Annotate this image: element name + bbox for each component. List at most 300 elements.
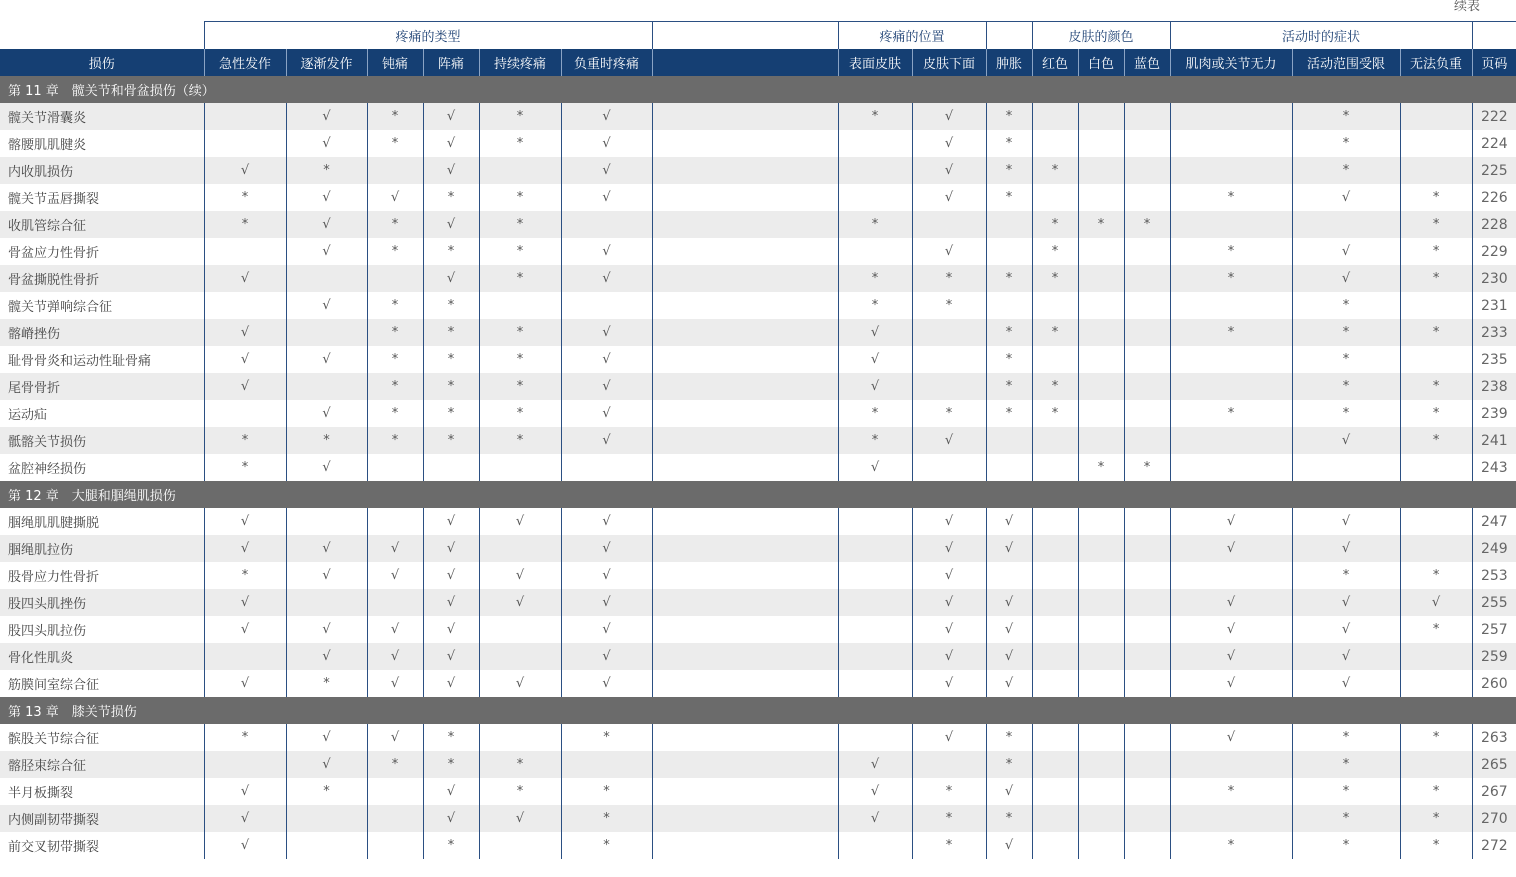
table-row xyxy=(0,319,1516,346)
column-header: 持续疼痛 xyxy=(479,49,561,76)
check-mark-cell: √ xyxy=(286,292,367,319)
star-mark-cell: * xyxy=(1032,211,1078,238)
star-mark-cell: * xyxy=(479,346,561,373)
empty-cell xyxy=(1124,346,1170,373)
empty-cell xyxy=(1078,832,1124,859)
table-row xyxy=(0,562,1516,589)
star-mark-cell: * xyxy=(423,184,479,211)
injury-name: 髂嵴挫伤 xyxy=(0,319,204,346)
empty-cell xyxy=(1124,373,1170,400)
check-mark-cell: √ xyxy=(912,670,986,697)
empty-cell xyxy=(652,103,838,130)
empty-cell xyxy=(986,562,1032,589)
empty-cell xyxy=(1400,670,1472,697)
page-number: 255 xyxy=(1472,589,1516,616)
star-mark-cell: * xyxy=(479,778,561,805)
check-mark-cell: √ xyxy=(286,103,367,130)
star-mark-cell: * xyxy=(1292,805,1400,832)
table-row xyxy=(0,805,1516,832)
check-mark-cell: √ xyxy=(561,130,652,157)
star-mark-cell: * xyxy=(1292,562,1400,589)
empty-cell xyxy=(652,778,838,805)
chapter-row xyxy=(0,481,1516,508)
star-mark-cell: * xyxy=(1400,778,1472,805)
injury-name: 股四头肌拉伤 xyxy=(0,616,204,643)
star-mark-cell: * xyxy=(1170,184,1292,211)
empty-cell xyxy=(1124,400,1170,427)
empty-cell xyxy=(1032,778,1078,805)
star-mark-cell: * xyxy=(1032,319,1078,346)
check-mark-cell: √ xyxy=(838,454,912,481)
injury-name: 耻骨骨炎和运动性耻骨痛 xyxy=(0,346,204,373)
check-mark-cell: √ xyxy=(561,508,652,535)
injury-name: 前交叉韧带撕裂 xyxy=(0,832,204,859)
check-mark-cell: √ xyxy=(986,616,1032,643)
star-mark-cell: * xyxy=(1400,211,1472,238)
check-mark-cell: √ xyxy=(1170,643,1292,670)
star-mark-cell: * xyxy=(986,373,1032,400)
star-mark-cell: * xyxy=(479,400,561,427)
check-mark-cell: √ xyxy=(204,778,286,805)
empty-cell xyxy=(1032,184,1078,211)
check-mark-cell: √ xyxy=(986,832,1032,859)
star-mark-cell: * xyxy=(1400,373,1472,400)
check-mark-cell: √ xyxy=(1170,670,1292,697)
check-mark-cell: √ xyxy=(912,184,986,211)
empty-cell xyxy=(1400,292,1472,319)
empty-cell xyxy=(912,751,986,778)
empty-cell xyxy=(652,724,838,751)
check-mark-cell: √ xyxy=(912,427,986,454)
table-row xyxy=(0,400,1516,427)
injury-name: 盆腔神经损伤 xyxy=(0,454,204,481)
check-mark-cell: √ xyxy=(204,535,286,562)
star-mark-cell: * xyxy=(1400,427,1472,454)
table-row xyxy=(0,427,1516,454)
empty-cell xyxy=(367,508,423,535)
empty-cell xyxy=(652,265,838,292)
empty-cell xyxy=(1078,400,1124,427)
star-mark-cell: * xyxy=(479,319,561,346)
check-mark-cell: √ xyxy=(986,508,1032,535)
empty-cell xyxy=(1032,751,1078,778)
check-mark-cell: √ xyxy=(561,535,652,562)
empty-cell xyxy=(286,319,367,346)
chapter-title: 第 12 章 大腿和腘绳肌损伤 xyxy=(0,481,1516,508)
check-mark-cell: √ xyxy=(286,751,367,778)
check-mark-cell: √ xyxy=(286,454,367,481)
star-mark-cell: * xyxy=(986,265,1032,292)
empty-cell xyxy=(479,535,561,562)
empty-cell xyxy=(838,670,912,697)
star-mark-cell: * xyxy=(986,805,1032,832)
star-mark-cell: * xyxy=(479,427,561,454)
star-mark-cell: * xyxy=(1400,400,1472,427)
table-row xyxy=(0,130,1516,157)
star-mark-cell: * xyxy=(1032,157,1078,184)
empty-cell xyxy=(479,724,561,751)
star-mark-cell: * xyxy=(423,724,479,751)
star-mark-cell: * xyxy=(204,562,286,589)
check-mark-cell: √ xyxy=(912,724,986,751)
empty-cell xyxy=(286,832,367,859)
star-mark-cell: * xyxy=(423,400,479,427)
check-mark-cell: √ xyxy=(838,778,912,805)
table-row xyxy=(0,535,1516,562)
check-mark-cell: √ xyxy=(367,724,423,751)
table-row xyxy=(0,832,1516,859)
chapter-row xyxy=(0,697,1516,724)
check-mark-cell: √ xyxy=(204,373,286,400)
star-mark-cell: * xyxy=(912,778,986,805)
check-mark-cell: √ xyxy=(423,643,479,670)
star-mark-cell: * xyxy=(912,400,986,427)
injury-name: 骨盆撕脱性骨折 xyxy=(0,265,204,292)
empty-cell xyxy=(912,373,986,400)
star-mark-cell: * xyxy=(423,427,479,454)
empty-cell xyxy=(1078,724,1124,751)
table-row xyxy=(0,508,1516,535)
star-mark-cell: * xyxy=(1124,211,1170,238)
star-mark-cell: * xyxy=(1170,778,1292,805)
star-mark-cell: * xyxy=(367,319,423,346)
injury-name: 髂腰肌肌腱炎 xyxy=(0,130,204,157)
check-mark-cell: √ xyxy=(423,103,479,130)
check-mark-cell: √ xyxy=(367,616,423,643)
star-mark-cell: * xyxy=(423,319,479,346)
empty-cell xyxy=(1170,346,1292,373)
empty-cell xyxy=(1078,535,1124,562)
star-mark-cell: * xyxy=(423,373,479,400)
empty-cell xyxy=(1124,805,1170,832)
empty-cell xyxy=(286,589,367,616)
empty-cell xyxy=(1400,535,1472,562)
star-mark-cell: * xyxy=(1032,238,1078,265)
empty-cell xyxy=(1078,778,1124,805)
empty-cell xyxy=(652,535,838,562)
check-mark-cell: √ xyxy=(286,724,367,751)
check-mark-cell: √ xyxy=(204,265,286,292)
star-mark-cell: * xyxy=(1400,724,1472,751)
empty-cell xyxy=(652,832,838,859)
star-mark-cell: * xyxy=(367,346,423,373)
empty-cell xyxy=(367,805,423,832)
star-mark-cell: * xyxy=(1292,373,1400,400)
injury-name: 内收肌损伤 xyxy=(0,157,204,184)
star-mark-cell: * xyxy=(1400,319,1472,346)
empty-cell xyxy=(1078,265,1124,292)
empty-cell xyxy=(912,319,986,346)
check-mark-cell: √ xyxy=(286,535,367,562)
empty-cell xyxy=(652,643,838,670)
page-number: 243 xyxy=(1472,454,1516,481)
check-mark-cell: √ xyxy=(561,373,652,400)
table-row xyxy=(0,454,1516,481)
empty-cell xyxy=(367,157,423,184)
star-mark-cell: * xyxy=(986,724,1032,751)
star-mark-cell: * xyxy=(1170,832,1292,859)
empty-cell xyxy=(1032,670,1078,697)
star-mark-cell: * xyxy=(1170,265,1292,292)
group-header-spacer xyxy=(652,22,838,50)
empty-cell xyxy=(479,157,561,184)
check-mark-cell: √ xyxy=(912,238,986,265)
check-mark-cell: √ xyxy=(204,589,286,616)
empty-cell xyxy=(986,211,1032,238)
check-mark-cell: √ xyxy=(423,589,479,616)
empty-cell xyxy=(1078,373,1124,400)
empty-cell xyxy=(1124,751,1170,778)
star-mark-cell: * xyxy=(1400,184,1472,211)
injury-name: 半月板撕裂 xyxy=(0,778,204,805)
empty-cell xyxy=(838,238,912,265)
empty-cell xyxy=(1078,184,1124,211)
check-mark-cell: √ xyxy=(912,616,986,643)
column-header: 白色 xyxy=(1078,49,1124,76)
check-mark-cell: √ xyxy=(1292,643,1400,670)
page-number: 224 xyxy=(1472,130,1516,157)
empty-cell xyxy=(838,832,912,859)
empty-cell xyxy=(1124,130,1170,157)
check-mark-cell: √ xyxy=(367,184,423,211)
empty-cell xyxy=(652,157,838,184)
star-mark-cell: * xyxy=(1292,157,1400,184)
star-mark-cell: * xyxy=(367,103,423,130)
star-mark-cell: * xyxy=(1292,103,1400,130)
empty-cell xyxy=(838,562,912,589)
empty-cell xyxy=(1124,535,1170,562)
empty-cell xyxy=(1032,832,1078,859)
check-mark-cell: √ xyxy=(986,589,1032,616)
star-mark-cell: * xyxy=(286,670,367,697)
page-number: 260 xyxy=(1472,670,1516,697)
star-mark-cell: * xyxy=(1078,211,1124,238)
continued-label: 续表 xyxy=(1453,0,1480,14)
column-header: 无法负重 xyxy=(1400,49,1472,76)
check-mark-cell: √ xyxy=(1292,508,1400,535)
page-number: 253 xyxy=(1472,562,1516,589)
empty-cell xyxy=(838,724,912,751)
check-mark-cell: √ xyxy=(204,670,286,697)
page-number: 267 xyxy=(1472,778,1516,805)
star-mark-cell: * xyxy=(479,265,561,292)
table-row xyxy=(0,589,1516,616)
page-number: 231 xyxy=(1472,292,1516,319)
check-mark-cell: √ xyxy=(1170,508,1292,535)
empty-cell xyxy=(1124,103,1170,130)
empty-cell xyxy=(652,292,838,319)
check-mark-cell: √ xyxy=(367,643,423,670)
check-mark-cell: √ xyxy=(423,535,479,562)
empty-cell xyxy=(1170,751,1292,778)
empty-cell xyxy=(286,805,367,832)
star-mark-cell: * xyxy=(479,373,561,400)
column-header: 红色 xyxy=(1032,49,1078,76)
injury-name: 髂胫束综合征 xyxy=(0,751,204,778)
injury-name: 髌股关节综合征 xyxy=(0,724,204,751)
star-mark-cell: * xyxy=(423,238,479,265)
group-header-page-blank xyxy=(1472,22,1516,50)
star-mark-cell: * xyxy=(1170,238,1292,265)
group-header-activity-symptoms: 活动时的症状 xyxy=(1170,22,1472,50)
check-mark-cell: √ xyxy=(286,211,367,238)
star-mark-cell: * xyxy=(367,292,423,319)
empty-cell xyxy=(1078,562,1124,589)
empty-cell xyxy=(1292,454,1400,481)
column-header: 蓝色 xyxy=(1124,49,1170,76)
empty-cell xyxy=(1124,184,1170,211)
column-header: 活动范围受限 xyxy=(1292,49,1400,76)
column-header: 页码 xyxy=(1472,49,1516,76)
empty-cell xyxy=(1124,265,1170,292)
star-mark-cell: * xyxy=(912,805,986,832)
star-mark-cell: * xyxy=(1292,400,1400,427)
check-mark-cell: √ xyxy=(986,535,1032,562)
check-mark-cell: √ xyxy=(423,616,479,643)
empty-cell xyxy=(204,643,286,670)
injury-name: 腘绳肌肌腱撕脱 xyxy=(0,508,204,535)
page-number: 222 xyxy=(1472,103,1516,130)
star-mark-cell: * xyxy=(367,751,423,778)
star-mark-cell: * xyxy=(204,724,286,751)
check-mark-cell: √ xyxy=(1400,589,1472,616)
empty-cell xyxy=(1032,508,1078,535)
star-mark-cell: * xyxy=(204,454,286,481)
empty-cell xyxy=(1032,535,1078,562)
star-mark-cell: * xyxy=(1124,454,1170,481)
star-mark-cell: * xyxy=(1400,832,1472,859)
empty-cell xyxy=(1170,292,1292,319)
check-mark-cell: √ xyxy=(561,589,652,616)
empty-cell xyxy=(1400,130,1472,157)
star-mark-cell: * xyxy=(986,346,1032,373)
empty-cell xyxy=(1078,643,1124,670)
column-header: 损伤 xyxy=(0,49,204,76)
check-mark-cell: √ xyxy=(286,184,367,211)
injury-name: 运动疝 xyxy=(0,400,204,427)
column-header: 肿胀 xyxy=(986,49,1032,76)
empty-cell xyxy=(1124,670,1170,697)
empty-cell xyxy=(1124,562,1170,589)
empty-cell xyxy=(1124,508,1170,535)
injury-name: 骨盆应力性骨折 xyxy=(0,238,204,265)
check-mark-cell: √ xyxy=(561,670,652,697)
empty-cell xyxy=(479,454,561,481)
empty-cell xyxy=(1032,643,1078,670)
empty-cell xyxy=(838,643,912,670)
star-mark-cell: * xyxy=(561,832,652,859)
column-header: 急性发作 xyxy=(204,49,286,76)
check-mark-cell: √ xyxy=(423,157,479,184)
empty-cell xyxy=(286,373,367,400)
check-mark-cell: √ xyxy=(912,103,986,130)
injury-name: 髋关节滑囊炎 xyxy=(0,103,204,130)
empty-cell xyxy=(1078,103,1124,130)
injury-name: 髋关节弹响综合征 xyxy=(0,292,204,319)
table-row xyxy=(0,670,1516,697)
check-mark-cell: √ xyxy=(986,643,1032,670)
empty-cell xyxy=(367,454,423,481)
empty-cell xyxy=(1170,373,1292,400)
star-mark-cell: * xyxy=(561,805,652,832)
check-mark-cell: √ xyxy=(1292,184,1400,211)
star-mark-cell: * xyxy=(286,778,367,805)
check-mark-cell: √ xyxy=(204,346,286,373)
empty-cell xyxy=(286,265,367,292)
injury-name: 内侧副韧带撕裂 xyxy=(0,805,204,832)
empty-cell xyxy=(652,184,838,211)
star-mark-cell: * xyxy=(986,103,1032,130)
check-mark-cell: √ xyxy=(912,157,986,184)
empty-cell xyxy=(1078,616,1124,643)
empty-cell xyxy=(1032,427,1078,454)
page-number: 229 xyxy=(1472,238,1516,265)
star-mark-cell: * xyxy=(912,832,986,859)
star-mark-cell: * xyxy=(1292,319,1400,346)
page-number: 230 xyxy=(1472,265,1516,292)
empty-cell xyxy=(1078,238,1124,265)
check-mark-cell: √ xyxy=(204,319,286,346)
star-mark-cell: * xyxy=(838,292,912,319)
empty-cell xyxy=(652,751,838,778)
check-mark-cell: √ xyxy=(561,616,652,643)
injury-name: 骶髂关节损伤 xyxy=(0,427,204,454)
empty-cell xyxy=(367,589,423,616)
check-mark-cell: √ xyxy=(286,130,367,157)
empty-cell xyxy=(838,184,912,211)
star-mark-cell: * xyxy=(204,184,286,211)
check-mark-cell: √ xyxy=(423,265,479,292)
star-mark-cell: * xyxy=(367,373,423,400)
empty-cell xyxy=(1078,157,1124,184)
column-header: 表面皮肤 xyxy=(838,49,912,76)
empty-cell xyxy=(838,535,912,562)
page-number: 238 xyxy=(1472,373,1516,400)
table-row xyxy=(0,292,1516,319)
empty-cell xyxy=(1170,130,1292,157)
check-mark-cell: √ xyxy=(286,400,367,427)
check-mark-cell: √ xyxy=(479,805,561,832)
empty-cell xyxy=(204,103,286,130)
star-mark-cell: * xyxy=(1292,130,1400,157)
check-mark-cell: √ xyxy=(286,238,367,265)
check-mark-cell: √ xyxy=(561,427,652,454)
check-mark-cell: √ xyxy=(561,184,652,211)
empty-cell xyxy=(1124,427,1170,454)
empty-cell xyxy=(367,265,423,292)
check-mark-cell: √ xyxy=(1170,616,1292,643)
check-mark-cell: √ xyxy=(423,130,479,157)
star-mark-cell: * xyxy=(367,238,423,265)
empty-cell xyxy=(1124,724,1170,751)
group-header-blank xyxy=(0,22,204,50)
check-mark-cell: √ xyxy=(1170,589,1292,616)
star-mark-cell: * xyxy=(838,103,912,130)
empty-cell xyxy=(1124,778,1170,805)
check-mark-cell: √ xyxy=(286,643,367,670)
star-mark-cell: * xyxy=(423,832,479,859)
star-mark-cell: * xyxy=(367,130,423,157)
table-body xyxy=(0,76,1516,859)
empty-cell xyxy=(652,400,838,427)
check-mark-cell: √ xyxy=(1292,535,1400,562)
empty-cell xyxy=(1400,157,1472,184)
table-row xyxy=(0,238,1516,265)
empty-cell xyxy=(479,643,561,670)
star-mark-cell: * xyxy=(1400,265,1472,292)
table-row xyxy=(0,211,1516,238)
injury-name: 筋膜间室综合征 xyxy=(0,670,204,697)
